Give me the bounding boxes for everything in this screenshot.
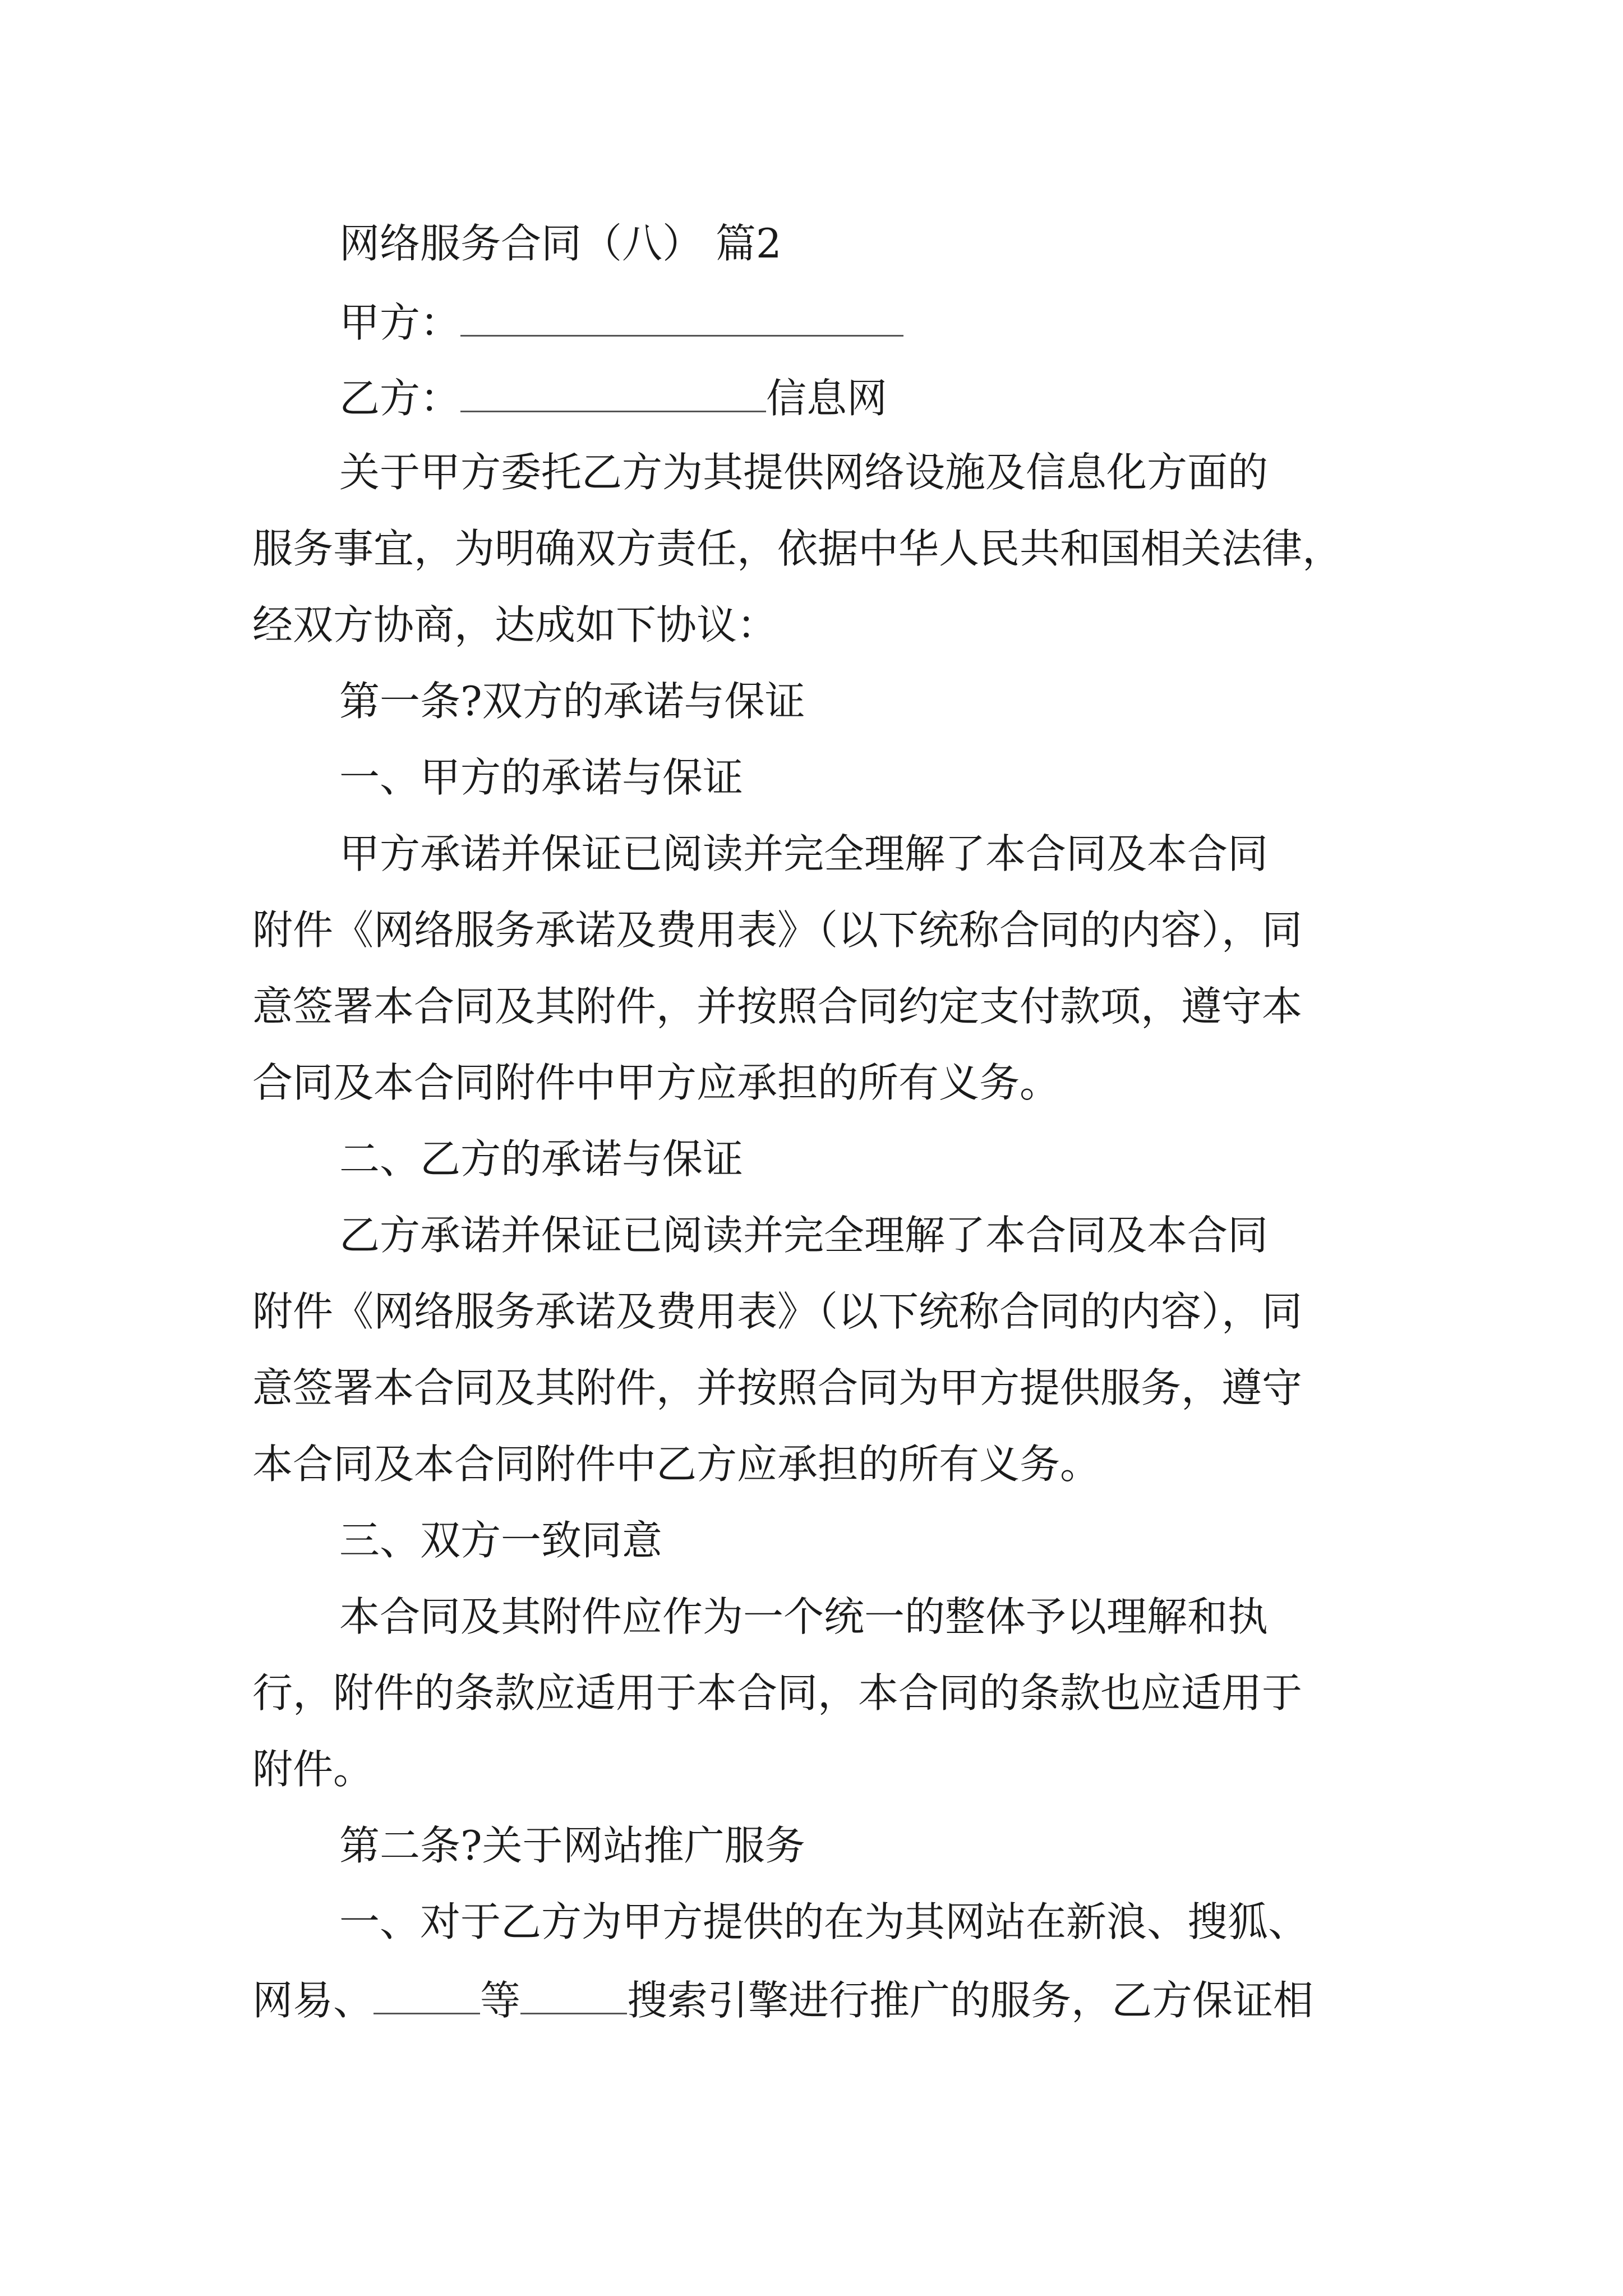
document-title: 网络服务合同（八） 篇2 [339,220,782,267]
paragraph-line-with-blanks: 网易、 等 搜索引擎进行推广的服务，乙方保证相 [252,1977,1314,2024]
paragraph-line: 经双方协商，达成如下协议： [252,601,778,648]
search-engine-blank-1 [374,1978,480,2014]
search-engine-blank-2 [520,1978,627,2014]
section-heading: 第二条?关于网站推广服务 [339,1822,805,1869]
paragraph-line: 一、对于乙方为甲方提供的在为其网站在新浪、搜狐、 [339,1898,1309,1945]
party-a-line [339,299,903,346]
section-heading: 第一条?双方的承诺与保证 [339,678,805,725]
paragraph-line: 乙方承诺并保证已阅读并完全理解了本合同及本合同 [339,1212,1269,1259]
paragraph-line: 意签署本合同及其附件，并按照合同约定支付款项，遵守本 [252,983,1303,1030]
paragraph-line: 行，附件的条款应适用于本合同，本合同的条款也应适用于 [252,1669,1303,1717]
paragraph-line: 合同及本合同附件中甲方应承担的所有义务。 [252,1059,1061,1106]
paragraph-line: 意签署本合同及其附件，并按照合同为甲方提供服务，遵守 [252,1364,1303,1411]
paragraph-line: 本合同及本合同附件中乙方应承担的所有义务。 [252,1441,1101,1488]
paragraph-line: 附件。 [252,1746,374,1793]
paragraph-line: 附件《网络服务承诺及费用表》（以下统称合同的内容），同 [252,1288,1303,1335]
party-a-label: 甲方： [339,299,461,346]
paragraph-line: 本合同及其附件应作为一个统一的整体予以理解和执 [339,1593,1269,1640]
paragraph-line: 附件《网络服务承诺及费用表》（以下统称合同的内容），同 [252,907,1303,954]
subsection-heading: 三、双方一致同意 [339,1517,663,1564]
party-b-line [339,375,888,422]
paragraph-line: 关于甲方委托乙方为其提供网络设施及信息化方面的 [339,449,1269,496]
party-b-suffix: 信息网 [766,375,888,422]
subsection-heading: 一、甲方的承诺与保证 [339,754,744,801]
paragraph-line: 甲方承诺并保证已阅读并完全理解了本合同及本合同 [339,830,1269,877]
party-a-blank [460,300,903,337]
subsection-heading: 二、乙方的承诺与保证 [339,1135,744,1182]
party-b-label: 乙方： [339,375,461,422]
paragraph-line: 服务事宜，为明确双方责任，依据中华人民共和国相关法律， [252,525,1343,572]
party-b-blank [460,376,766,412]
